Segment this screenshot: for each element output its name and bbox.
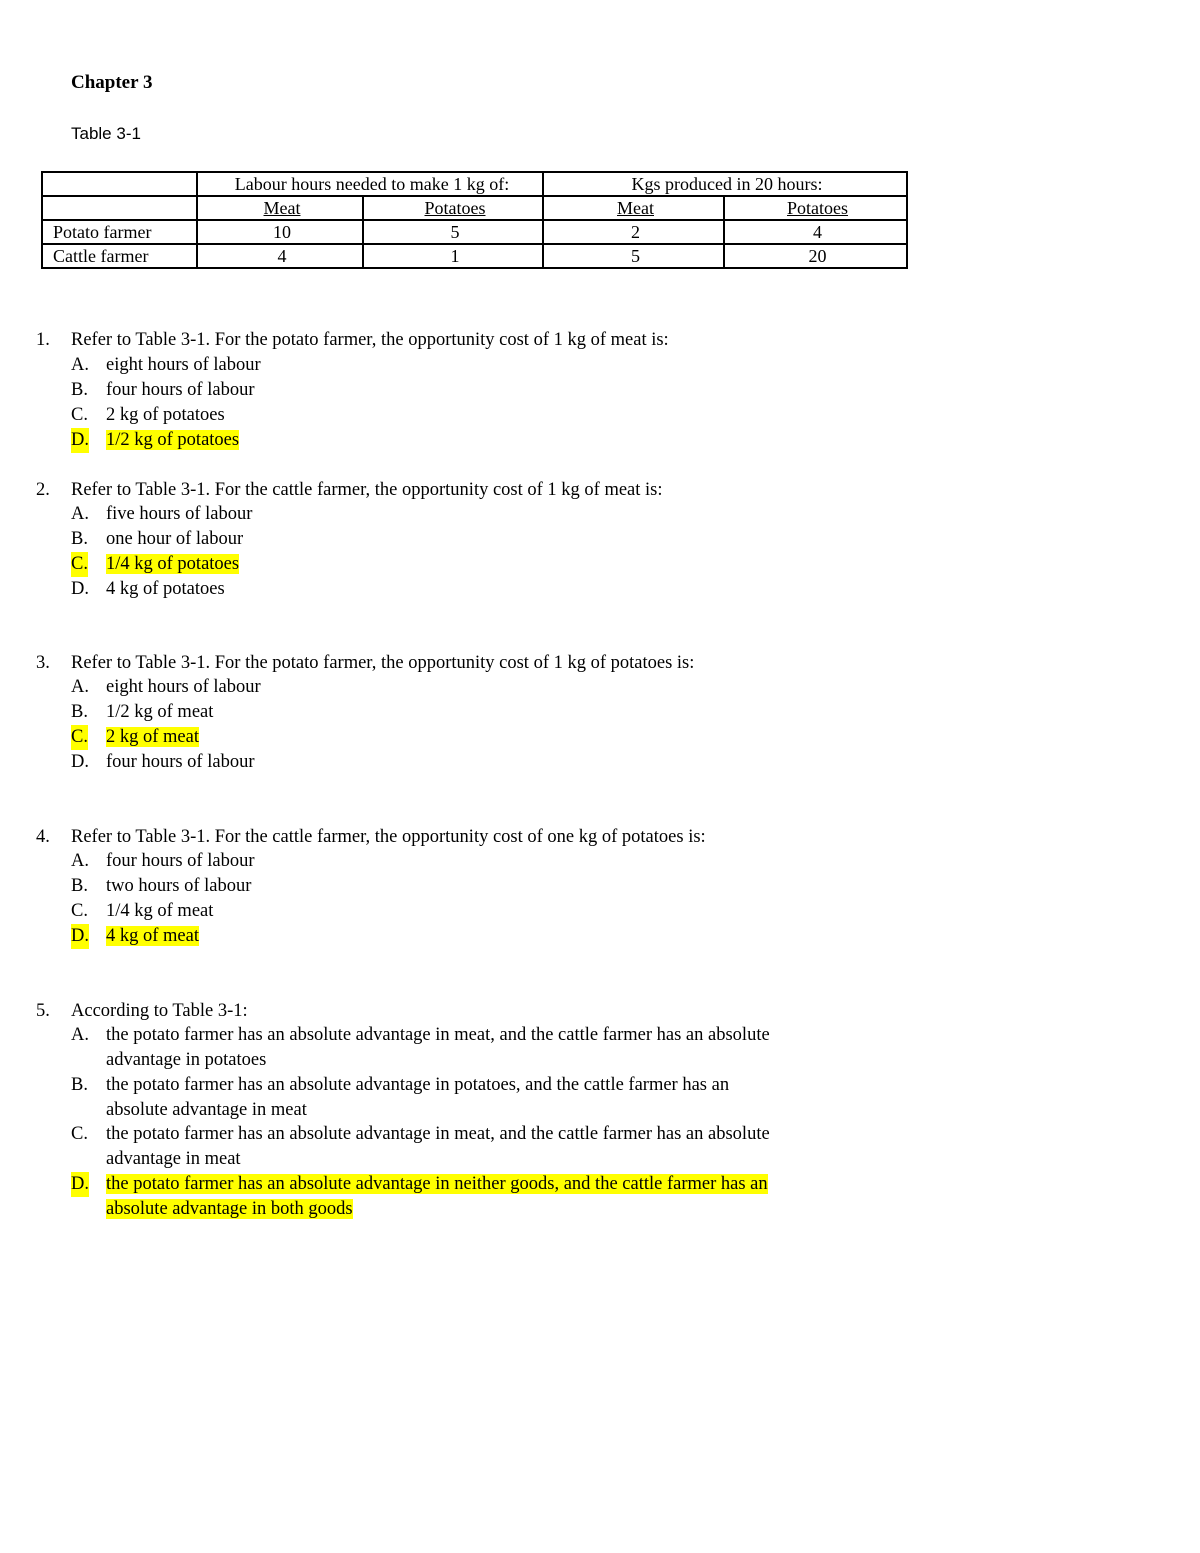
table-subheader-row <box>42 196 907 220</box>
table-row <box>42 220 907 244</box>
table-group-header: Labour hours needed to make 1 kg of: <box>197 172 543 196</box>
option-letter: A. <box>71 851 89 871</box>
table-header-row <box>42 172 907 196</box>
table-cell: 4 <box>197 244 363 268</box>
option-text <box>106 1122 896 1172</box>
question-text: Refer to Table 3-1. For the cattle farmer, the opportunity cost of 1 kg of meat is: <box>71 480 663 500</box>
question-number: 5. <box>36 1001 50 1021</box>
table-cell: 5 <box>543 244 724 268</box>
option-text-line: the potato farmer has an absolute advantage in neither goods, and the cattle farmer has an <box>106 1174 768 1194</box>
question-number: 2. <box>36 480 50 500</box>
question-text: Refer to Table 3-1. For the potato farmer, the opportunity cost of 1 kg of meat is: <box>71 330 669 350</box>
option-text: 2 kg of potatoes <box>106 405 225 425</box>
option-text-line: the potato farmer has an absolute advantage in potatoes, and the cattle farmer has an <box>106 1075 730 1095</box>
option-text: 1/2 kg of potatoes <box>106 430 240 450</box>
row-label: Potato farmer <box>42 220 197 244</box>
option-text-wrap <box>106 552 896 577</box>
question-number: 1. <box>36 330 50 350</box>
option-letter: C. <box>71 552 88 577</box>
option-letter: B. <box>71 529 88 549</box>
table-subheader: Meat <box>197 196 363 220</box>
option-letter: B. <box>71 702 88 722</box>
option-letter: A. <box>71 504 89 524</box>
option-letter: C. <box>71 405 88 425</box>
option-letter: A. <box>71 677 89 697</box>
question-number: 4. <box>36 827 50 847</box>
table-label: Table 3-1 <box>71 124 141 143</box>
option-text: one hour of labour <box>106 529 244 549</box>
option-letter: D. <box>71 752 89 772</box>
option-letter: C. <box>71 725 88 750</box>
option-text: 1/2 kg of meat <box>106 702 214 722</box>
table-subheader: Potatoes <box>724 196 907 220</box>
option-letter: B. <box>71 380 88 400</box>
option-text-wrap <box>106 428 896 453</box>
option-text: 1/4 kg of potatoes <box>106 554 240 574</box>
question-text: Refer to Table 3-1. For the cattle farmer, the opportunity cost of one kg of potatoes is: <box>71 827 706 847</box>
option-text <box>106 1073 896 1123</box>
option-text-line: the potato farmer has an absolute advantage in meat, and the cattle farmer has an absolute <box>106 1025 770 1045</box>
row-label: Cattle farmer <box>42 244 197 268</box>
option-text: four hours of labour <box>106 851 255 871</box>
option-letter: D. <box>71 924 89 949</box>
table-cell: 20 <box>724 244 907 268</box>
option-text: 4 kg of meat <box>106 926 199 946</box>
table-subheader: Meat <box>543 196 724 220</box>
chapter-heading: Chapter 3 <box>71 72 153 93</box>
option-text-line: absolute advantage in both goods <box>106 1199 353 1219</box>
option-text-wrap <box>106 725 896 750</box>
option-text: five hours of labour <box>106 504 253 524</box>
option-text <box>106 1172 896 1222</box>
option-text: 1/4 kg of meat <box>106 901 214 921</box>
option-text <box>106 1023 896 1073</box>
option-letter: D. <box>71 428 89 453</box>
table-cell: 5 <box>363 220 543 244</box>
option-text: eight hours of labour <box>106 677 261 697</box>
option-letter: B. <box>71 876 88 896</box>
option-text-line: advantage in meat <box>106 1149 241 1169</box>
table-cell: 1 <box>363 244 543 268</box>
option-text-wrap <box>106 924 896 949</box>
option-text-line: the potato farmer has an absolute advantage in meat, and the cattle farmer has an absolute <box>106 1124 770 1144</box>
table-corner-cell <box>42 196 197 220</box>
option-letter: A. <box>71 1025 89 1045</box>
option-text: 2 kg of meat <box>106 727 199 747</box>
data-table <box>41 171 908 269</box>
table-cell: 2 <box>543 220 724 244</box>
option-letter: D. <box>71 579 89 599</box>
table-group-header: Kgs produced in 20 hours: <box>543 172 907 196</box>
question-number: 3. <box>36 653 50 673</box>
option-text: 4 kg of potatoes <box>106 579 225 599</box>
table-subheader: Potatoes <box>363 196 543 220</box>
question-text: According to Table 3-1: <box>71 1001 248 1021</box>
table-corner-cell <box>42 172 197 196</box>
question-text: Refer to Table 3-1. For the potato farmer, the opportunity cost of 1 kg of potatoes is: <box>71 653 695 673</box>
table-row <box>42 244 907 268</box>
option-text-line: advantage in potatoes <box>106 1050 267 1070</box>
option-letter: C. <box>71 901 88 921</box>
table-cell: 4 <box>724 220 907 244</box>
option-letter: B. <box>71 1075 88 1095</box>
option-letter: D. <box>71 1172 89 1197</box>
option-text: eight hours of labour <box>106 355 261 375</box>
table-cell: 10 <box>197 220 363 244</box>
option-letter: A. <box>71 355 89 375</box>
option-text-line: absolute advantage in meat <box>106 1100 307 1120</box>
option-text: two hours of labour <box>106 876 252 896</box>
option-text: four hours of labour <box>106 752 255 772</box>
option-letter: C. <box>71 1124 88 1144</box>
option-text: four hours of labour <box>106 380 255 400</box>
